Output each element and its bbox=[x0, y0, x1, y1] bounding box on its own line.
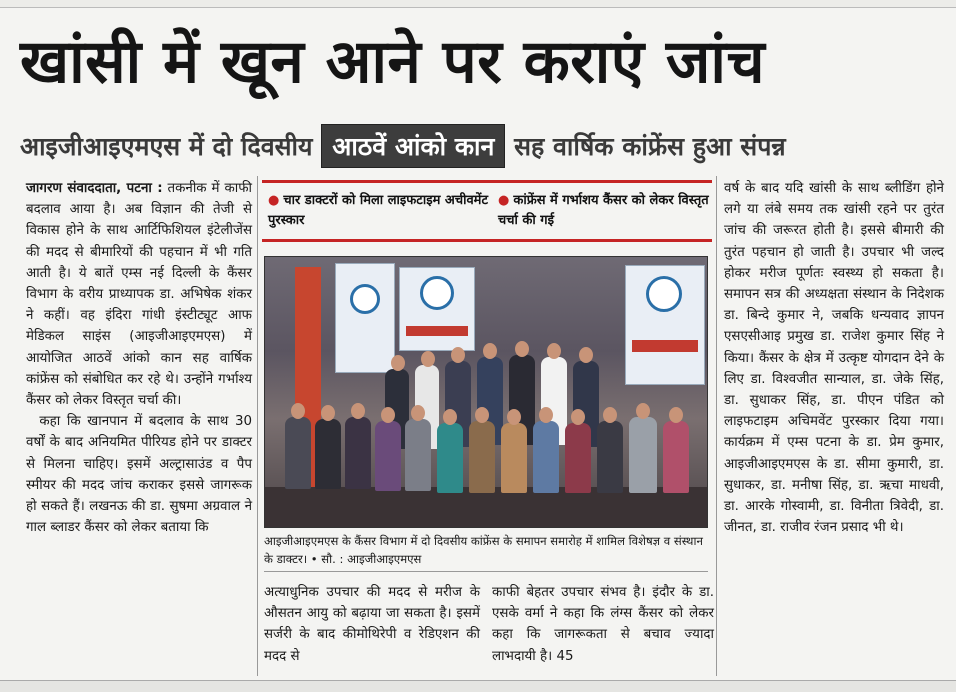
byline: जागरण संवाददाता, पटना : bbox=[26, 181, 163, 196]
subhead-boxed: आठवें आंको कान bbox=[321, 124, 505, 168]
conference-banner bbox=[625, 265, 705, 385]
paragraph-1-text: तकनीक में काफी बदलाव आया है। अब विज्ञान की तेजी से विकास होने के साथ आर्टिफिशियल इंटेलीजेंस की मदद से बीमारियों की पहचान में भी गति आती है। ये बातें एम्स नई दिल्ली के कैंसर विभाग के वरीय प्राध्यापक डा. अभिषेक शंकर ने कहीं। वह इंदिरा गांधी इंस्टीट्यूट आफ मेडिकल साइंस (आइजीआइएमएस) में आयोजित आठवें आंको कान सह वार्षिक कांफ्रेंस को संबोधित कर रहे थे। उन्होंने गर्भाश्य कैंसर को लेकर विस्तृत चर्चा की। bbox=[26, 181, 252, 409]
article-column-2: अत्याधुनिक उपचार की मदद से मरीज के औसतन आयु को बढ़ाया जा सकता है। इसमें सर्जरी के बाद कीमोथिरेपी व रेडिएशन की मदद से bbox=[264, 585, 480, 664]
subhead-before: आइजीआइएमएस में दो दिवसीय bbox=[20, 132, 313, 161]
highlight-box bbox=[262, 180, 712, 242]
conference-banner bbox=[335, 263, 395, 373]
paragraph-1 bbox=[26, 178, 252, 411]
article-column-1 bbox=[26, 178, 252, 682]
headline: खांसी में खून आने पर कराएं जांच bbox=[20, 27, 766, 97]
column-divider bbox=[716, 176, 717, 676]
conference-banner bbox=[399, 267, 475, 351]
article-column-3: काफी बेहतर उपचार संभव है। इंदौर के डा. एसके वर्मा ने कहा कि लंग्स कैंसर को लेकर कहा कि जागरूकता से बचाव ज्यादा लाभदायी है। 45 bbox=[492, 585, 714, 664]
photo-caption: आइजीआइएमएस के कैंसर विभाग में दो दिवसीय कांफ्रेंस के समापन समारोह में शामिल विशेषज्ञ व संस्थान के डाक्टर। • सौ. : आइजीआइएमएस bbox=[264, 532, 708, 572]
bottom-edge-strip bbox=[0, 680, 956, 692]
highlight-bullet bbox=[498, 191, 710, 231]
paragraph-2: कहा कि खानपान में बदलाव के साथ 30 वर्षों के बाद अनियमित पीरियड होने पर डाक्टर से मिलना चाहिए। इसमें अल्ट्रासाउंड व पैप स्मीयर की मदद जांच कराकर इससे जागरूक हो सकते हैं। लखनऊ की डा. सुषमा अग्रवाल ने गाल ब्लाडर कैंसर को लेकर बताया कि bbox=[26, 414, 252, 536]
top-edge-strip bbox=[0, 0, 956, 8]
subheadline bbox=[20, 124, 950, 170]
group-photo bbox=[264, 256, 708, 528]
highlight-bullet-text: कांफ्रेंस में गर्भाशय कैंसर को लेकर विस्तृत चर्चा की गई bbox=[498, 193, 709, 228]
bullet-dot-icon: ● bbox=[498, 193, 510, 208]
article-column-4: वर्ष के बाद यदि खांसी के साथ ब्लीडिंग होने लगे या लंबे समय तक खांसी रहने पर तुरंत जांच की जरूरत होती है। इससे बीमारी की तुरंत पहचान हो जाती है। उपचार भी जल्द होकर मरीज पूर्णतः स्वस्थ्य हो सकता है। समापन सत्र की अध्यक्षता संस्थान के निदेशक डा. बिन्दे कुमार ने, जबकि धन्यवाद ज्ञापन एसएसीआइ प्रमुख डा. राजेश कुमार सिंह ने किया। कैंसर के क्षेत्र में उत्कृष्ट योगदान देने के लिए डा. विश्वजीत सान्याल, डा. जेके सिंह, डा. सुधाकर सिंह, डा. पीएन पंडित को लाइफटाइम अचिमवेंट पुरस्कार दिया गया। कार्यक्रम में एम्स पटना के डा. प्रेम कुमार, आइजीआइएमएस के डा. सीमा कुमारी, डा. सुधाकर, डा. मनीषा सिंह, डा. ऋचा माधवी, डा. आरके गोस्वामी, डा. विनीता त्रिवेदी, डा. जीनत, डा. राजीव रंजन प्रसाद भी थे। bbox=[724, 181, 944, 536]
column-divider bbox=[257, 176, 258, 676]
highlight-bullet-text: चार डाक्टरों को मिला लाइफटाइम अचीवमेंट पुरस्कार bbox=[268, 193, 488, 228]
highlight-bullet bbox=[268, 191, 488, 231]
subhead-after: सह वार्षिक कांफ्रेंस हुआ संपन्न bbox=[514, 132, 786, 161]
bullet-dot-icon: ● bbox=[268, 193, 280, 208]
